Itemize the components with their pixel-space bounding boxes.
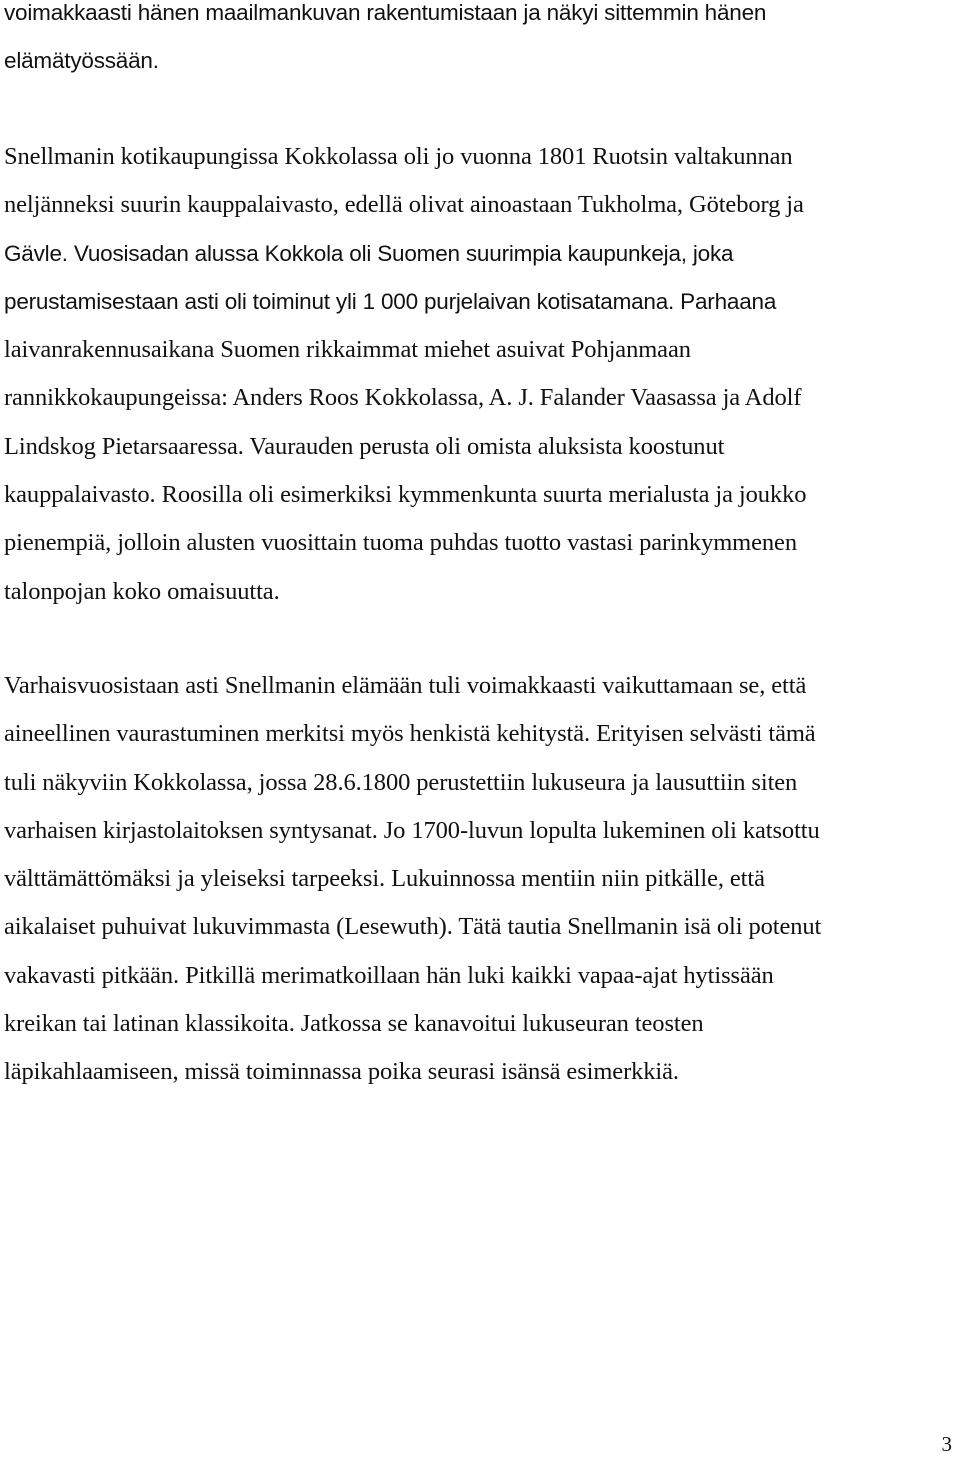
text-line: Snellmanin kotikaupungissa Kokkolassa oli jo vuonna 1801 Ruotsin valtakunnan xyxy=(4,143,793,170)
text-line: talonpojan koko omaisuutta. xyxy=(4,577,280,605)
text-line: kreikan tai latinan klassikoita. Jatkossa se kanavoitui lukuseuran teosten xyxy=(4,1010,704,1038)
text-line: laivanrakennusaikana Suomen rikkaimmat miehet asuivat Pohjanmaan xyxy=(4,336,691,364)
text-line: läpikahlaamiseen, missä toiminnassa poika seurasi isänsä esimerkkiä. xyxy=(4,1058,679,1086)
text-line: voimakkaasti hänen maailmankuvan rakentumistaan ja näkyi sittemmin hänen xyxy=(4,0,767,25)
text-line: tuli näkyviin Kokkolassa, jossa 28.6.1800 perustettiin lukuseura ja lausuttiin siten xyxy=(4,768,798,796)
text-line: varhaisen kirjastolaitoksen syntysanat. Jo 1700-luvun lopulta lukeminen oli katsottu xyxy=(4,816,820,844)
text-line: Varhaisvuosistaan asti Snellmanin elämään tuli voimakkaasti vaikuttamaan se, että xyxy=(4,672,807,699)
text-line: perustamisestaan asti oli toiminut yli 1 000 purjelaivan kotisatamana. Parhaana xyxy=(4,288,777,314)
text-line: aineellinen vaurastuminen merkitsi myös henkistä kehitystä. Erityisen selvästi tämä xyxy=(4,720,816,748)
text-line: Gävle. Vuosisadan alussa Kokkola oli Suomen suurimpia kaupunkeja, joka xyxy=(4,240,734,266)
paragraph-continuation xyxy=(4,0,954,86)
text-line: elämätyössään. xyxy=(4,48,159,74)
paragraph-kokkola-merchant-fleet xyxy=(4,133,954,616)
paragraph-reading-society xyxy=(4,662,954,1097)
text-line: aikalaiset puhuivat lukuvimmasta (Lesewuth). Tätä tautia Snellmanin isä oli potenut xyxy=(4,913,822,941)
text-line: pienempiä, jolloin alusten vuosittain tuoma puhdas tuotto vastasi parinkymmenen xyxy=(4,529,797,557)
text-line: rannikkokaupungeissa: Anders Roos Kokkolassa, A. J. Falander Vaasassa ja Adolf xyxy=(4,384,802,412)
text-line: Lindskog Pietarsaaressa. Vaurauden perusta oli omista aluksista koostunut xyxy=(4,432,725,460)
text-line: vakavasti pitkään. Pitkillä merimatkoillaan hän luki kaikki vapaa-ajat hytissään xyxy=(4,961,774,989)
page-number: 3 xyxy=(941,1432,952,1456)
text-line: neljänneksi suurin kauppalaivasto, edellä olivat ainoastaan Tukholma, Göteborg ja xyxy=(4,191,804,219)
text-line: välttämättömäksi ja yleiseksi tarpeeksi. Lukuinnossa mentiin niin pitkälle, että xyxy=(4,865,765,893)
text-line: kauppalaivasto. Roosilla oli esimerkiksi kymmenkunta suurta merialusta ja joukko xyxy=(4,481,807,509)
